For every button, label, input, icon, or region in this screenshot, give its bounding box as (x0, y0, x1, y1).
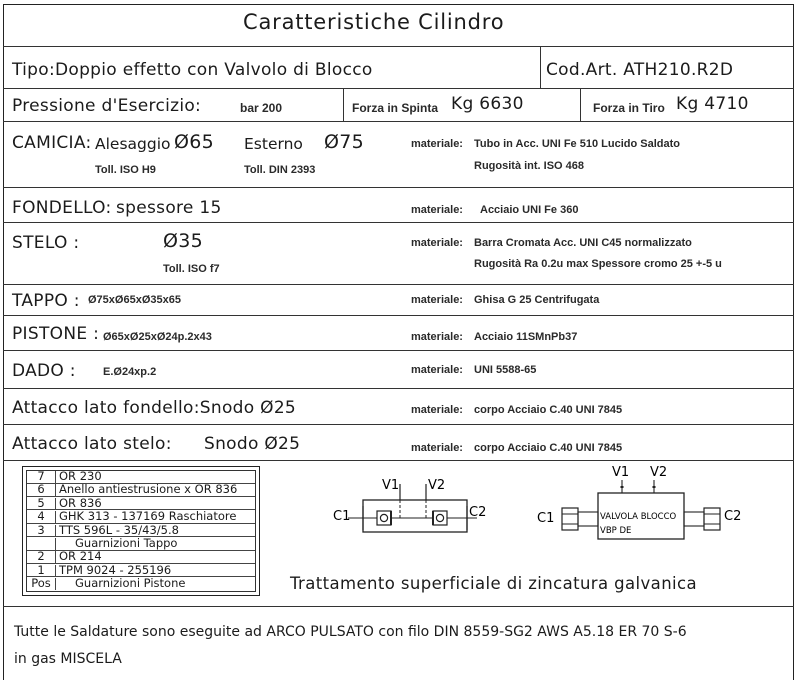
divider (580, 89, 581, 121)
stelo-material: Barra Cromata Acc. UNI C45 normalizzato (474, 237, 692, 249)
parts-desc: GHK 313 - 137169 Raschiatore (59, 509, 237, 524)
parts-desc: OR 230 (59, 469, 102, 483)
schema1-v2: V2 (428, 478, 446, 493)
divider (3, 88, 794, 89)
pistone-material: Acciaio 11SMnPb37 (474, 331, 578, 343)
valve-schematic-right (532, 458, 772, 558)
valve-schematic-left (330, 462, 490, 552)
saldature-line-2: in gas MISCELA (14, 651, 122, 667)
stelo-value: Ø35 (163, 230, 204, 252)
materiale-label: materiale: (411, 204, 463, 216)
pressione-value: bar 200 (240, 101, 283, 115)
esterno-value: Ø75 (324, 131, 365, 153)
dado-value: E.Ø24xp.2 (103, 366, 157, 378)
page-title: Caratteristiche Cilindro (243, 10, 505, 34)
trattamento-text: Trattamento superficiale di zincatura galvanica (290, 574, 698, 593)
parts-pos: 6 (27, 484, 56, 496)
parts-desc: Anello antiestrusione x OR 836 (59, 482, 238, 497)
divider (3, 46, 794, 47)
attacco-fondello-label: Attacco lato fondello:Snodo Ø25 (12, 398, 297, 418)
divider (3, 284, 794, 285)
stelo-rugosita: Rugosità Ra 0.2u max Spessore cromo 25 +-5 u (474, 258, 722, 270)
attacco-stelo-label: Attacco lato stelo: (12, 434, 172, 454)
divider (3, 424, 794, 425)
esterno-label: Esterno (244, 135, 303, 153)
pressione-label: Pressione d'Esercizio: (12, 96, 202, 116)
fondello-label: FONDELLO: (12, 198, 112, 218)
materiale-label: materiale: (411, 237, 463, 249)
parts-table-inner (26, 470, 256, 592)
parts-row (27, 578, 255, 590)
dado-label: DADO : (12, 361, 76, 381)
parts-pos (27, 538, 56, 550)
parts-pos: 7 (27, 471, 56, 483)
schema1-v1: V1 (382, 478, 400, 493)
divider (3, 187, 794, 188)
camicia-label: CAMICIA: (12, 133, 92, 153)
divider (3, 388, 794, 389)
parts-table (22, 466, 260, 596)
saldature-line-1: Tutte le Saldature sono eseguite ad ARCO PULSATO con filo DIN 8559-SG2 AWS A5.18 ER 70 S-6 (14, 624, 687, 640)
parts-desc: TTS 596L - 35/43/5.8 (59, 522, 179, 537)
materiale-label: materiale: (411, 404, 463, 416)
parts-desc: Guarnizioni Pistone (75, 576, 186, 591)
valve-label: VALVOLA BLOCCO (600, 512, 677, 522)
attacco-fondello-material: corpo Acciaio C.40 UNI 7845 (474, 404, 623, 416)
schema2-c1: C1 (537, 511, 555, 526)
fondello-value: spessore 15 (116, 198, 222, 218)
parts-desc: TPM 9024 - 255196 (59, 562, 172, 577)
parts-row (27, 511, 255, 524)
camicia-material: Tubo in Acc. UNI Fe 510 Lucido Saldato (474, 138, 680, 150)
divider (3, 121, 794, 122)
camicia-rugosita: Rugosità int. ISO 468 (474, 160, 585, 172)
pistone-value: Ø65xØ25xØ24p.2x43 (103, 331, 212, 343)
parts-pos: Pos (27, 578, 56, 590)
schema2-v1: V1 (612, 465, 630, 480)
alesaggio-label: Alesaggio (95, 135, 171, 153)
divider (343, 89, 344, 121)
camicia-toll-h9: Toll. ISO H9 (95, 164, 156, 176)
parts-pos: 4 (27, 511, 56, 523)
fondello-material: Acciaio UNI Fe 360 (480, 204, 579, 216)
tipo-text: Tipo:Doppio effetto con Valvolo di Blocco (12, 60, 373, 80)
forza-spinta-label: Forza in Spinta (352, 101, 439, 115)
attacco-stelo-value: Snodo Ø25 (204, 434, 301, 454)
parts-pos: 1 (27, 565, 56, 577)
tappo-material: Ghisa G 25 Centrifugata (474, 294, 600, 306)
dado-material: UNI 5588-65 (474, 364, 537, 376)
schema2-v2: V2 (650, 465, 668, 480)
tappo-label: TAPPO : (12, 291, 80, 311)
alesaggio-value: Ø65 (174, 131, 215, 153)
materiale-label: materiale: (411, 364, 463, 376)
materiale-label: materiale: (411, 294, 463, 306)
divider (3, 350, 794, 351)
pistone-label: PISTONE : (12, 324, 100, 344)
divider (540, 47, 541, 88)
divider (3, 606, 794, 607)
schema1-c1: C1 (333, 509, 351, 524)
parts-desc: OR 214 (59, 549, 102, 564)
forza-tiro-label: Forza in Tiro (593, 101, 665, 115)
cod-art-text: Cod.Art. ATH210.R2D (546, 60, 734, 80)
attacco-stelo-material: corpo Acciaio C.40 UNI 7845 (474, 442, 623, 454)
parts-desc: Guarnizioni Tappo (75, 536, 178, 550)
schema2-c2: C2 (724, 509, 742, 524)
materiale-label: materiale: (411, 138, 463, 150)
tappo-value: Ø75xØ65xØ35x65 (88, 294, 181, 306)
materiale-label: materiale: (411, 442, 463, 454)
parts-desc: OR 836 (59, 495, 102, 510)
valve-sublabel: VBP DE (600, 526, 632, 536)
forza-tiro-value: Kg 4710 (676, 94, 749, 114)
forza-spinta-value: Kg 6630 (451, 94, 524, 114)
schema1-c2: C2 (469, 505, 487, 520)
parts-pos: 2 (27, 551, 56, 563)
divider (3, 222, 794, 223)
parts-pos: 3 (27, 525, 56, 537)
parts-pos: 5 (27, 498, 56, 510)
camicia-toll-din: Toll. DIN 2393 (244, 164, 316, 176)
divider (3, 315, 794, 316)
materiale-label: materiale: (411, 331, 463, 343)
stelo-toll: Toll. ISO f7 (163, 263, 220, 275)
stelo-label: STELO : (12, 233, 80, 253)
